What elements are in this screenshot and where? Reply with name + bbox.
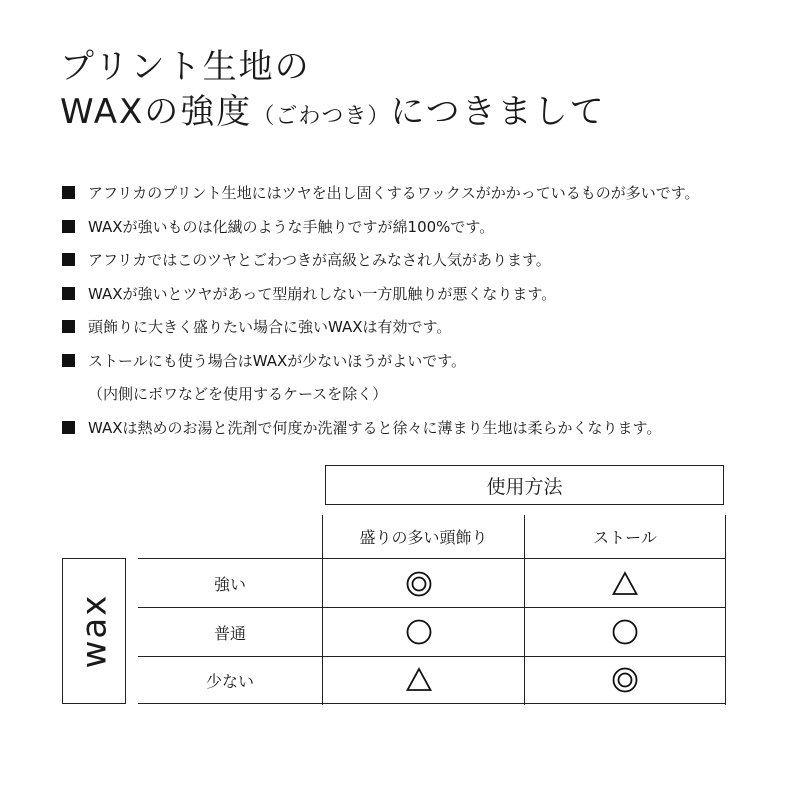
double-circle-icon bbox=[611, 666, 639, 694]
list-item-text: WAXが強いものは化繊のような手触りですが綿100%です。 bbox=[88, 217, 495, 236]
title-paren: （ごわつき） bbox=[252, 104, 391, 129]
square-bullet-icon bbox=[62, 287, 75, 300]
square-bullet-icon bbox=[62, 220, 75, 233]
table-divider bbox=[725, 515, 726, 705]
square-bullet-icon bbox=[62, 253, 75, 266]
wax-label: wax bbox=[74, 593, 115, 669]
page-title-line1: プリント生地の bbox=[60, 47, 311, 87]
page-title-line2 bbox=[60, 92, 606, 132]
bullet-list bbox=[62, 176, 782, 444]
list-item-text: 頭飾りに大きく盛りたい場合に強いWAXは有効です。 bbox=[88, 318, 452, 337]
square-bullet-icon bbox=[62, 320, 75, 333]
row-label: 強い bbox=[213, 574, 246, 594]
row-label: 普通 bbox=[213, 623, 246, 643]
list-item-text: ストールにも使う場合はWAXが少ないほうがよいです。 bbox=[88, 351, 467, 370]
row-label: 少ない bbox=[205, 671, 254, 691]
list-item bbox=[62, 411, 782, 445]
column-header: ストール bbox=[593, 528, 657, 547]
triangle-icon bbox=[611, 570, 639, 598]
list-item bbox=[62, 243, 782, 277]
list-item bbox=[62, 310, 782, 344]
list-item-text: WAXは熱めのお湯と洗剤で何度か洗濯すると徐々に薄まり生地は柔らかくなります。 bbox=[88, 418, 662, 437]
square-bullet-icon bbox=[62, 186, 75, 199]
list-item bbox=[62, 344, 782, 378]
list-item-text: アフリカではこのツヤとごわつきが高級とみなされ人気があります。 bbox=[88, 251, 551, 270]
square-bullet-icon bbox=[62, 354, 75, 367]
circle-icon bbox=[611, 618, 639, 646]
list-item-text: WAXが強いとツヤがあって型崩れしない一方肌触りが悪くなります。 bbox=[88, 284, 557, 303]
square-bullet-icon bbox=[62, 421, 75, 434]
column-header: 盛りの多い頭飾り bbox=[359, 528, 488, 547]
list-item bbox=[62, 210, 782, 244]
triangle-icon bbox=[405, 666, 433, 694]
list-item-note bbox=[62, 377, 782, 411]
list-item bbox=[62, 176, 782, 210]
row-group-label bbox=[62, 558, 126, 704]
table-group-header: 使用方法 bbox=[325, 465, 724, 505]
list-item bbox=[62, 277, 782, 311]
title-main: WAXの強度 bbox=[60, 92, 253, 132]
circle-icon bbox=[405, 618, 433, 646]
list-item-text: アフリカのプリント生地にはツヤを出し固くするワックスがかかっているものが多いです。 bbox=[88, 184, 700, 203]
double-circle-icon bbox=[405, 570, 433, 598]
list-item-text: （内側にボワなどを使用するケースを除く） bbox=[88, 385, 388, 404]
table-divider bbox=[138, 703, 726, 704]
title-tail: につきまして bbox=[390, 92, 606, 132]
